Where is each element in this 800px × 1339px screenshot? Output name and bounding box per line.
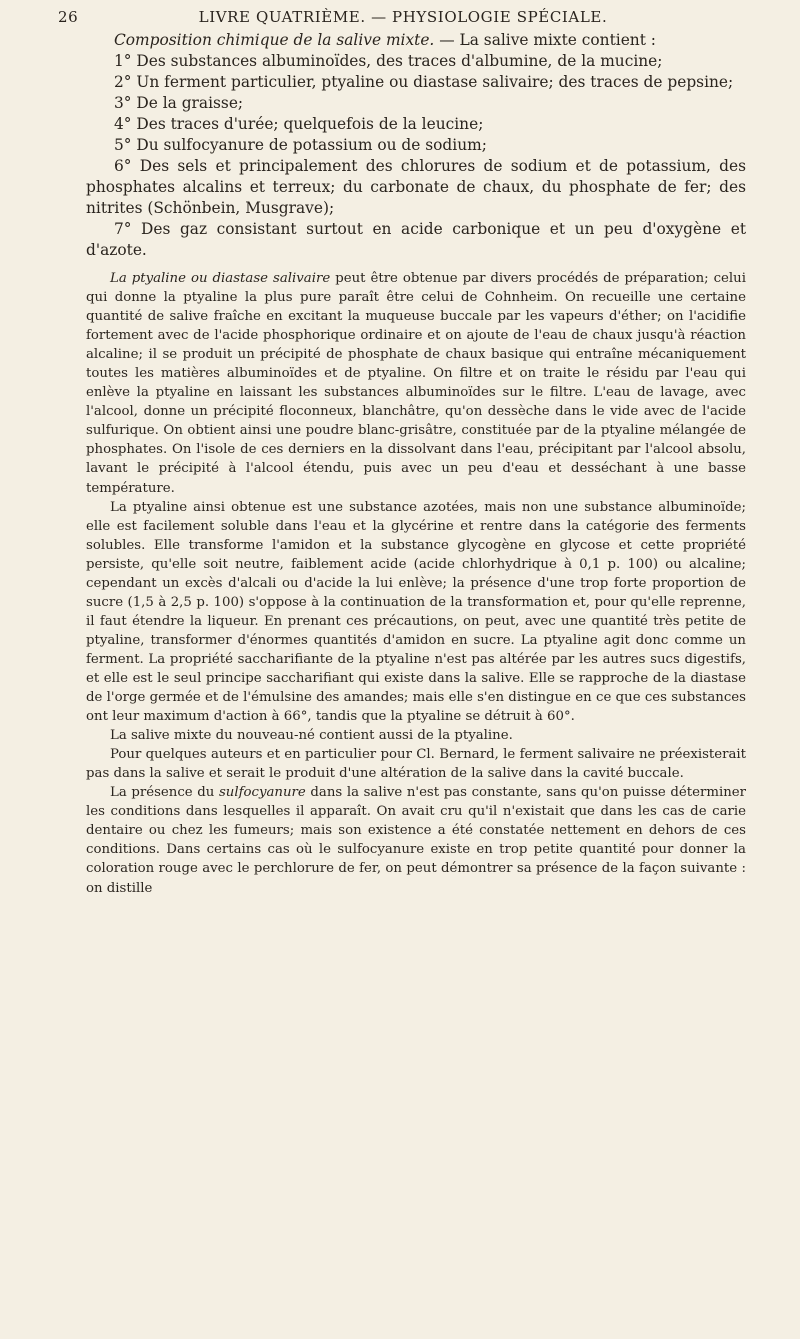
composition-item: 1° Des substances albuminoïdes, des traces d'albumine, de la mucine;: [114, 52, 663, 70]
composition-heading: Composition chimique de la salive mixte.: [114, 31, 435, 49]
composition-item: 5° Du sulfocyanure de potassium ou de sodium;: [114, 136, 487, 154]
page-header: [58, 8, 748, 28]
composition-section: [86, 30, 746, 261]
composition-item: 2° Un ferment particulier, ptyaline ou diastase salivaire; des traces de pepsine;: [114, 73, 734, 91]
composition-item: 4° Des traces d'urée; quelquefois de la leucine;: [114, 115, 484, 133]
paragraph-bernard: Pour quelques auteurs et en particulier pour Cl. Bernard, le ferment salivaire ne préexisterait pas dans la salive et serait le produit d'une altération de la salive dans la cavité buccale.: [86, 747, 746, 782]
page-number: 26: [58, 8, 79, 26]
composition-intro: — La salive mixte contient :: [434, 31, 656, 49]
paragraph-properties: La ptyaline ainsi obtenue est une substance azotées, mais non une substance albuminoïde; elle est facilement soluble dans l'eau et la glycérine et rentre dans la catégorie des ferments solubles. Elle transforme l'amidon et la substance glycogène en glycose et cette propriété persiste, qu'elle soit neutre, faiblement acide (acide chlorhydrique à 0,1 p. 100) ou alcaline; cependant un excès d'alcali ou d'acide la lui enlève; la présence d'une trop forte proportion de sucre (1,5 à 2,5 p. 100) s'oppose à la continuation de la transformation et, pour qu'elle reprenne, il faut étendre la liqueur. En prenant ces précautions, on peut, avec une quantité très petite de ptyaline, transformer d'énormes quantités d'amidon en sucre. La ptyaline agit donc comme un ferment. La propriété saccharifiante de la ptyaline n'est pas altérée par les autres sucs digestifs, et elle est le seul principe saccharifiant qui existe dans la salive. Elle se rapproche de la diastase de l'orge germée et de l'émulsine des amandes; mais elle s'en distingue en ce que ces substances ont leur maximum d'action à 66°, tandis que la ptyaline se détruit à 60°.: [86, 499, 746, 725]
page-content: [86, 30, 746, 898]
composition-item: 7° Des gaz consistant surtout en acide carbonique et un peu d'oxygène et d'azote.: [86, 220, 746, 259]
composition-heading-line: [86, 30, 746, 51]
running-head: LIVRE QUATRIÈME. — PHYSIOLOGIE SPÉCIALE.: [198, 8, 608, 26]
composition-item: 6° Des sels et principalement des chlorures de sodium et de potassium, des phosphates alcalins et terreux; du carbonate de chaux, du phosphate de fer; des nitrites (Schönbein, Musgrave);: [86, 157, 746, 217]
composition-item: 3° De la graisse;: [114, 94, 244, 112]
body-text: [86, 269, 746, 898]
paragraph-newborn: La salive mixte du nouveau-né contient aussi de la ptyaline.: [110, 728, 513, 744]
paragraph-ptyaline: La ptyaline ou diastase salivaire peut être obtenue par divers procédés de préparation; celui qui donne la ptyaline la plus pure paraît être celui de Cohnheim. On recueille une certaine quantité de salive fraîche en excitant la muqueuse buccale par les vapeurs d'éther; on l'acidifie fortement avec de l'acide phosphorique ordinaire et on ajoute de l'eau de chaux jusqu'à réaction alcaline; il se produit un précipité de phosphate de chaux basique qui entraîne mécaniquement toutes les matières albuminoïdes et de ptyaline. On filtre et on traite le résidu par l'eau qui enlève la ptyaline en laissant les substances albuminoïdes sur le filtre. L'eau de lavage, avec l'alcool, donne un précipité floconneux, blanchâtre, qu'on dessèche dans le vide avec de l'acide sulfurique. On obtient ainsi une poudre blanc-grisâtre, constituée par de la ptyaline mélangée de phosphates. On l'isole de ces derniers en la dissolvant dans l'eau, précipitant par l'alcool absolu, lavant le précipité à l'alcool étendu, puis avec un peu d'eau et desséchant à une basse température.: [86, 271, 746, 496]
paragraph-sulfocyanure: La présence du sulfocyanure dans la salive n'est pas constante, sans qu'on puisse déterminer les conditions dans lesquelles il apparaît. On avait cru qu'il n'existait que dans les cas de carie dentaire ou chez les fumeurs; mais son existence a été constatée nettement en dehors de ces conditions. Dans certains cas où le sulfocyanure existe en trop petite quantité pour donner la coloration rouge avec le perchlorure de fer, on peut démontrer sa présence de la façon suivante : on distille: [86, 785, 746, 896]
term-ptyaline: La ptyaline ou diastase salivaire: [110, 271, 331, 286]
term-sulfocyanure: sulfocyanure: [218, 785, 306, 801]
